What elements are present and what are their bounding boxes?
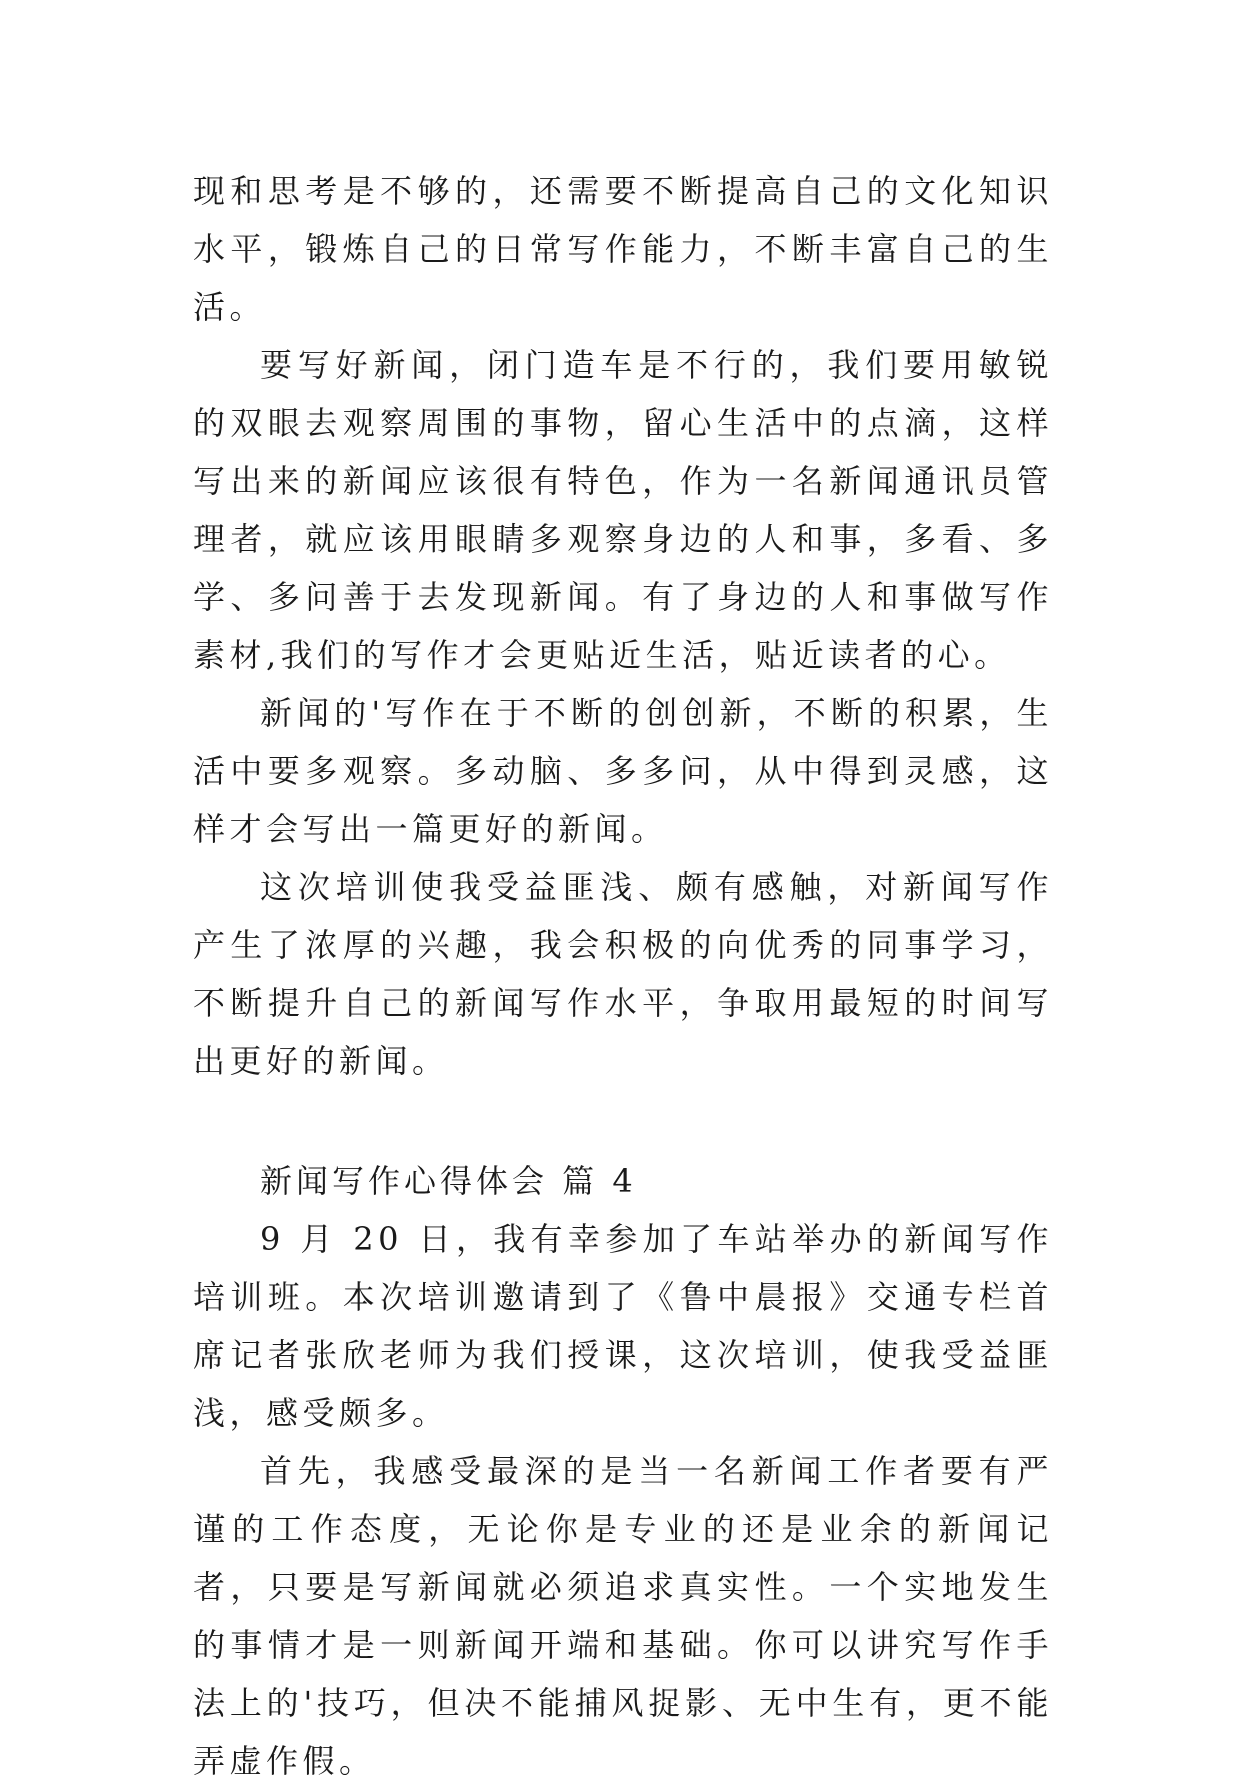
paragraph-training-intro: 9 月 20 日，我有幸参加了车站举办的新闻写作培训班。本次培训邀请到了《鲁中晨报》交通专栏首席记者张欣老师为我们授课，这次培训，使我受益匪浅，感受颇多。 xyxy=(193,1220,1053,1432)
paragraph-observe-news: 要写好新闻，闭门造车是不行的，我们要用敏锐的双眼去观察周围的事物，留心生活中的点滴，这样写出来的新闻应该很有特色，作为一名新闻通讯员管理者，就应该用眼睛多观察身边的人和事，多看、多学、多问善于去发现新闻。有了身边的人和事做写作素材,我们的写作才会更贴近生活，贴近读者的心。 xyxy=(193,346,1053,674)
paragraph-continuation: 现和思考是不够的，还需要不断提高自己的文化知识水平，锻炼自己的日常写作能力，不断丰富自己的生活。 xyxy=(193,172,1053,326)
paragraph-training-benefit: 这次培训使我受益匪浅、颇有感触，对新闻写作产生了浓厚的兴趣，我会积极的向优秀的同事学习，不断提升自己的新闻写作水平，争取用最短的时间写出更好的新闻。 xyxy=(193,868,1053,1080)
document-body xyxy=(193,162,1053,1790)
paragraph-truthfulness: 首先，我感受最深的是当一名新闻工作者要有严谨的工作态度，无论你是专业的还是业余的新闻记者，只要是写新闻就必须追求真实性。一个实地发生的事情才是一则新闻开端和基础。你可以讲究写作手法上的'技巧，但决不能捕风捉影、无中生有，更不能弄虚作假。 xyxy=(193,1452,1053,1780)
paragraph-innovation: 新闻的'写作在于不断的创创新，不断的积累，生活中要多观察。多动脑、多多问，从中得到灵感，这样才会写出一篇更好的新闻。 xyxy=(193,694,1053,848)
section-heading: 新闻写作心得体会 篇 4 xyxy=(260,1162,637,1200)
